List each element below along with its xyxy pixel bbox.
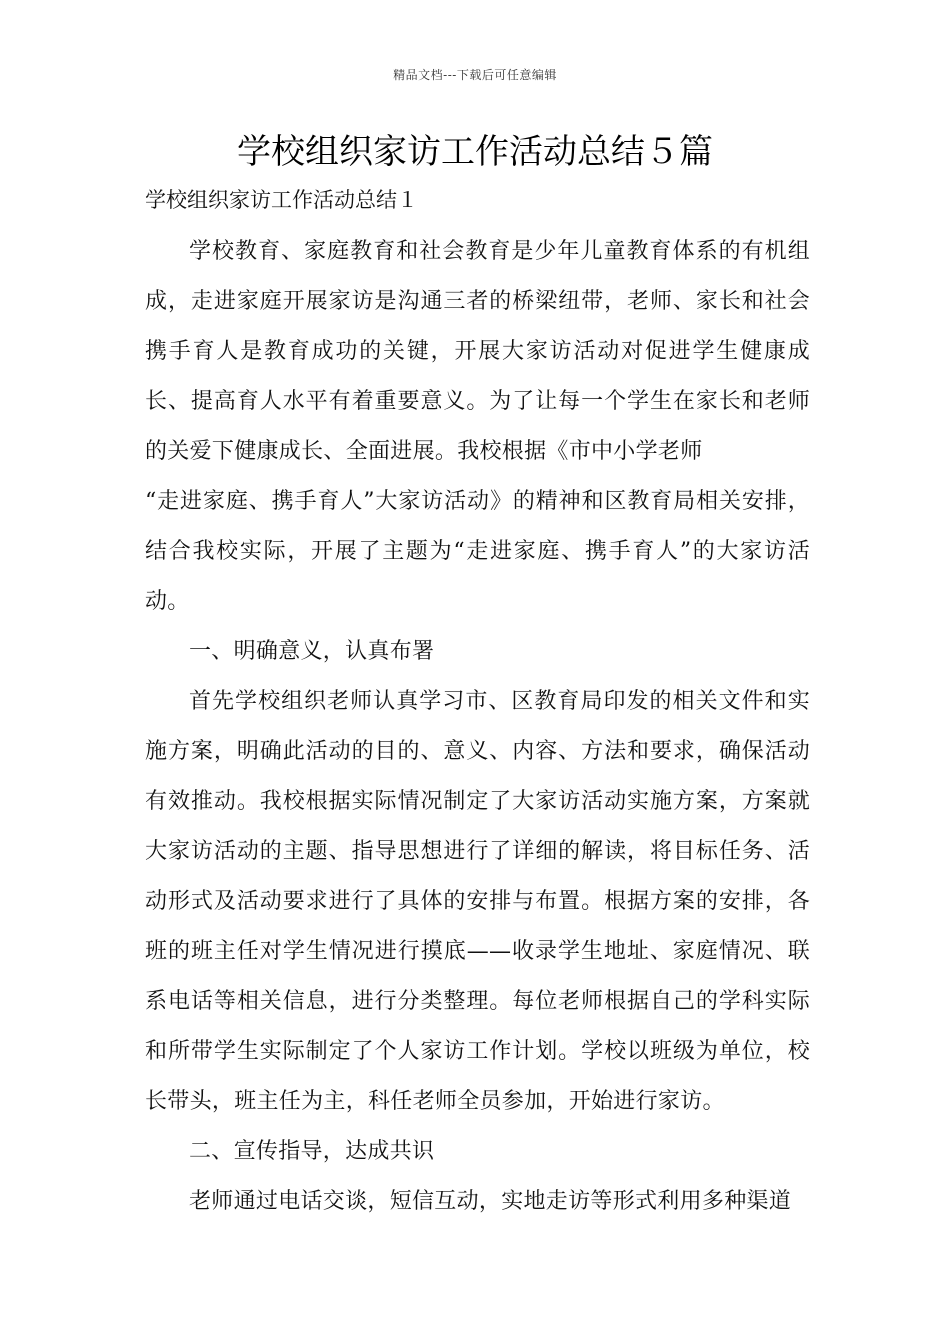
paragraph-intro: 学校教育、家庭教育和社会教育是少年儿童教育体系的有机组成，走进家庭开展家访是沟通三者的桥梁纽带，老师、家长和社会携手育人是教育成功的关键，开展大家访活动对促进学生健康成长、提高育人水平有着重要意义。为了让每一个学生在家长和老师的关爱下健康成长、全面进展。我校根据《市中小学老师 — [145, 239, 810, 464]
section-heading-1: 一、明确意义，认真布署 — [189, 639, 435, 664]
section-subtitle: 学校组织家访工作活动总结１ — [145, 188, 418, 212]
paragraph-intro-continued: “走进家庭、携手育人”大家访活动》的精神和区教育局相关安排，结合我校实际，开展了主题为“走进家庭、携手育人”的大家访活动。 — [145, 489, 810, 614]
document-title: 学校组织家访工作活动总结５篇 — [237, 132, 713, 172]
paragraph-section-1: 首先学校组织老师认真学习市、区教育局印发的相关文件和实施方案，明确此活动的目的、意义、内容、方法和要求，确保活动有效推动。我校根据实际情况制定了大家访活动实施方案，方案就大家访活动的主题、指导思想进行了详细的解读，将目标任务、活动形式及活动要求进行了具体的安排与布置。根据方案的安排，各班的班主任对学生情况进行摸底——收录学生地址、家庭情况、联系电话等相关信息，进行分类整理。每位老师根据自己的学科实际和所带学生实际制定了个人家访工作计划。学校以班级为单位，校长带头，班主任为主，科任老师全员参加，开始进行家访。 — [145, 689, 810, 1114]
section-heading-2: 二、宣传指导，达成共识 — [189, 1139, 435, 1164]
document-body — [145, 227, 810, 1227]
header-note: 精品文档---下载后可任意编辑 — [393, 68, 557, 82]
paragraph-section-2: 老师通过电话交谈，短信互动，实地走访等形式利用多种渠道 — [189, 1189, 792, 1214]
